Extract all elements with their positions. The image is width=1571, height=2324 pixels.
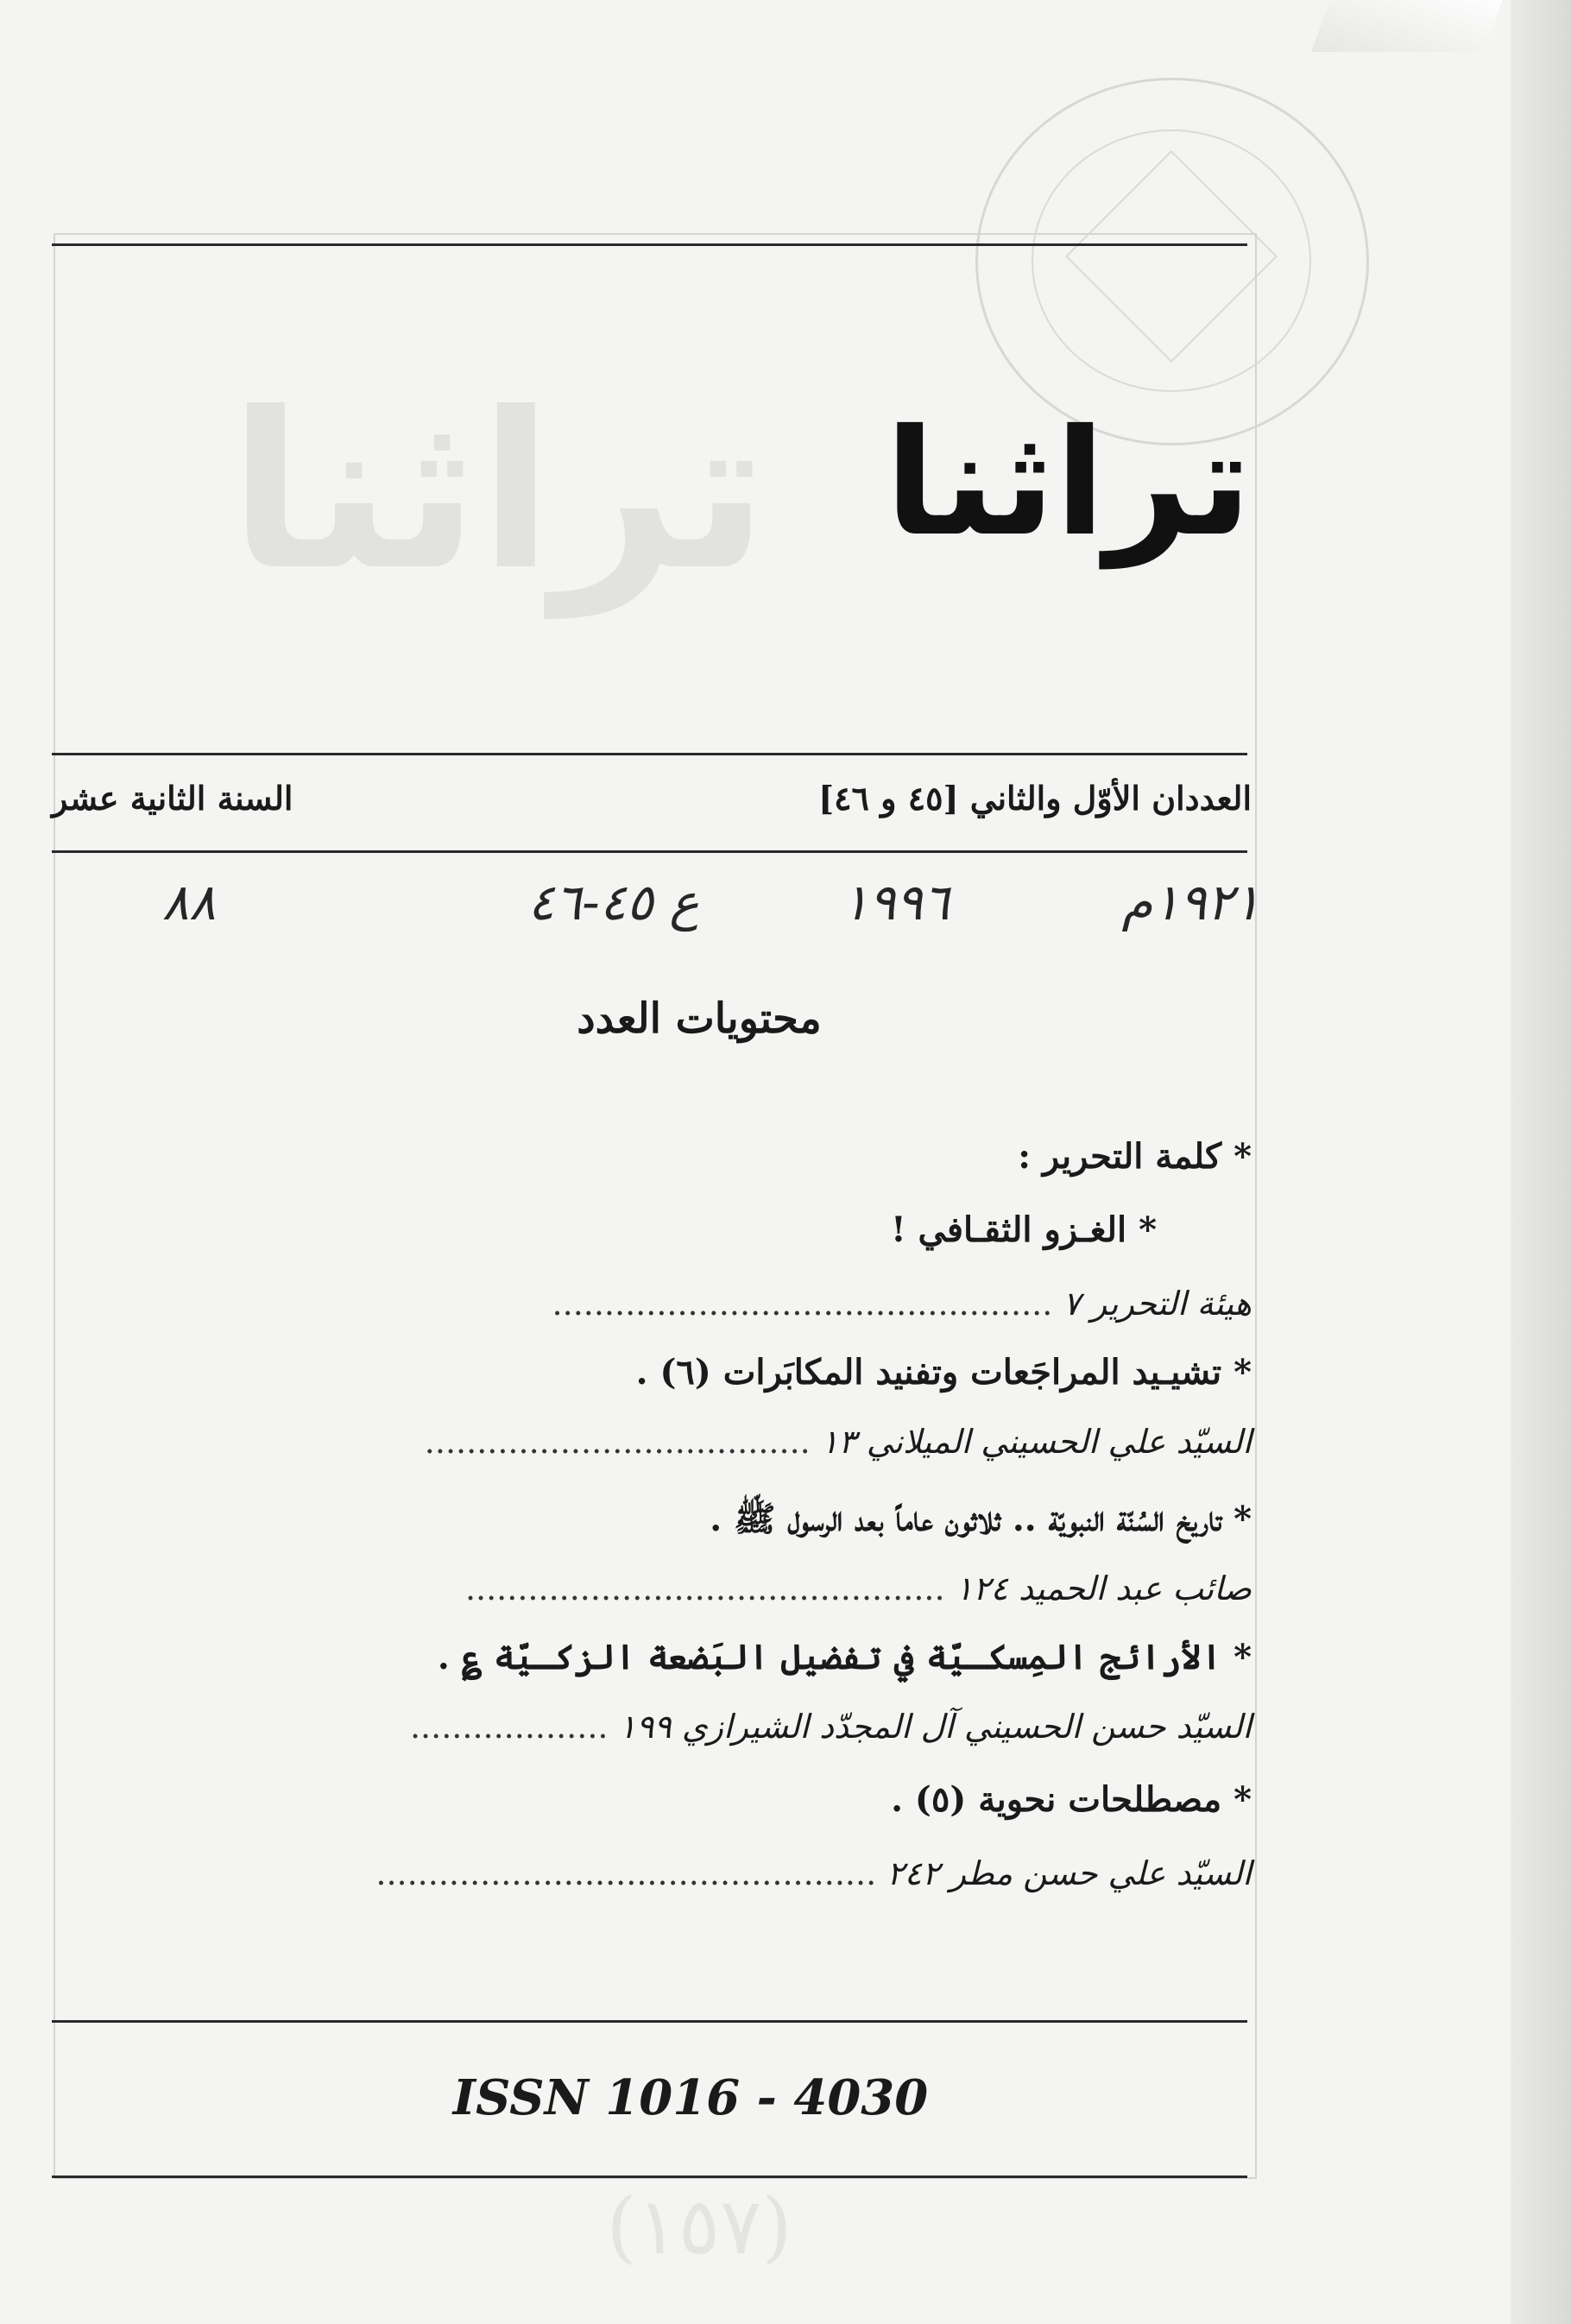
toc-editorial: * كلمة التحرير :	[1018, 1136, 1252, 1177]
toc-author-2: السيّد علي الحسيني الميلاني ١٣ .....................................	[424, 1423, 1252, 1461]
toc-author-3: صائب عبد الحميد ١٢٤ ..............................................	[464, 1569, 1252, 1607]
bottom-rule-lower	[52, 2176, 1247, 2178]
handwritten-year-hijri: ١٩٢١م	[1121, 873, 1260, 931]
toc-title-4: * الأرائج المِسكـيّة في تفضيل البَضعة الزكـيّة ؏ .	[437, 1637, 1252, 1677]
toc-author-4: السيّد حسن الحسيني آل المجدّد الشيرازي ١٩٩ ...................	[409, 1708, 1252, 1746]
toc-title-1: * الغـزو الثقـافي !	[891, 1209, 1157, 1250]
issue-rule	[52, 850, 1247, 853]
handwritten-issue: ع ٤٥-٤٦	[527, 873, 699, 931]
toc-author-5: السيّد علي حسن مطر ٢٤٢ ................................................	[375, 1854, 1252, 1892]
issue-year: السنة الثانية عشر	[52, 779, 293, 818]
ghost-page-number: (١٥٧)	[606, 2182, 792, 2272]
masthead-rule	[52, 753, 1247, 755]
toc-title-2: * تشيـيد المراجَعات وتفنيد المكابَرات (٦) .	[635, 1352, 1252, 1393]
toc-title-5: * مصطلحات نحوية (٥) .	[891, 1779, 1252, 1820]
ghost-masthead: تراثنا	[229, 366, 768, 617]
handwritten-number: ٨٨	[161, 873, 216, 931]
journal-title: تراثنا	[885, 398, 1252, 569]
top-rule	[52, 243, 1247, 246]
contents-title: محتويات العدد	[577, 995, 822, 1043]
page-fold	[1311, 0, 1503, 52]
bottom-rule-upper	[52, 2020, 1247, 2023]
toc-author-1: هيئة التحرير ٧ ................................................	[552, 1285, 1252, 1323]
handwritten-year: ١٩٩٦	[842, 873, 950, 931]
issue-line	[52, 773, 1252, 824]
page-edge-shadow	[1511, 0, 1571, 2324]
issue-numbers: العددان الأوّل والثاني [٤٥ و ٤٦]	[818, 779, 1252, 818]
toc-title-3: * تاريخ السُنّة النبويّة .. ثلاثون عاماً بعد الرسول ﷺ .	[710, 1499, 1252, 1539]
issn: ISSN 1016 - 4030	[452, 2069, 929, 2126]
